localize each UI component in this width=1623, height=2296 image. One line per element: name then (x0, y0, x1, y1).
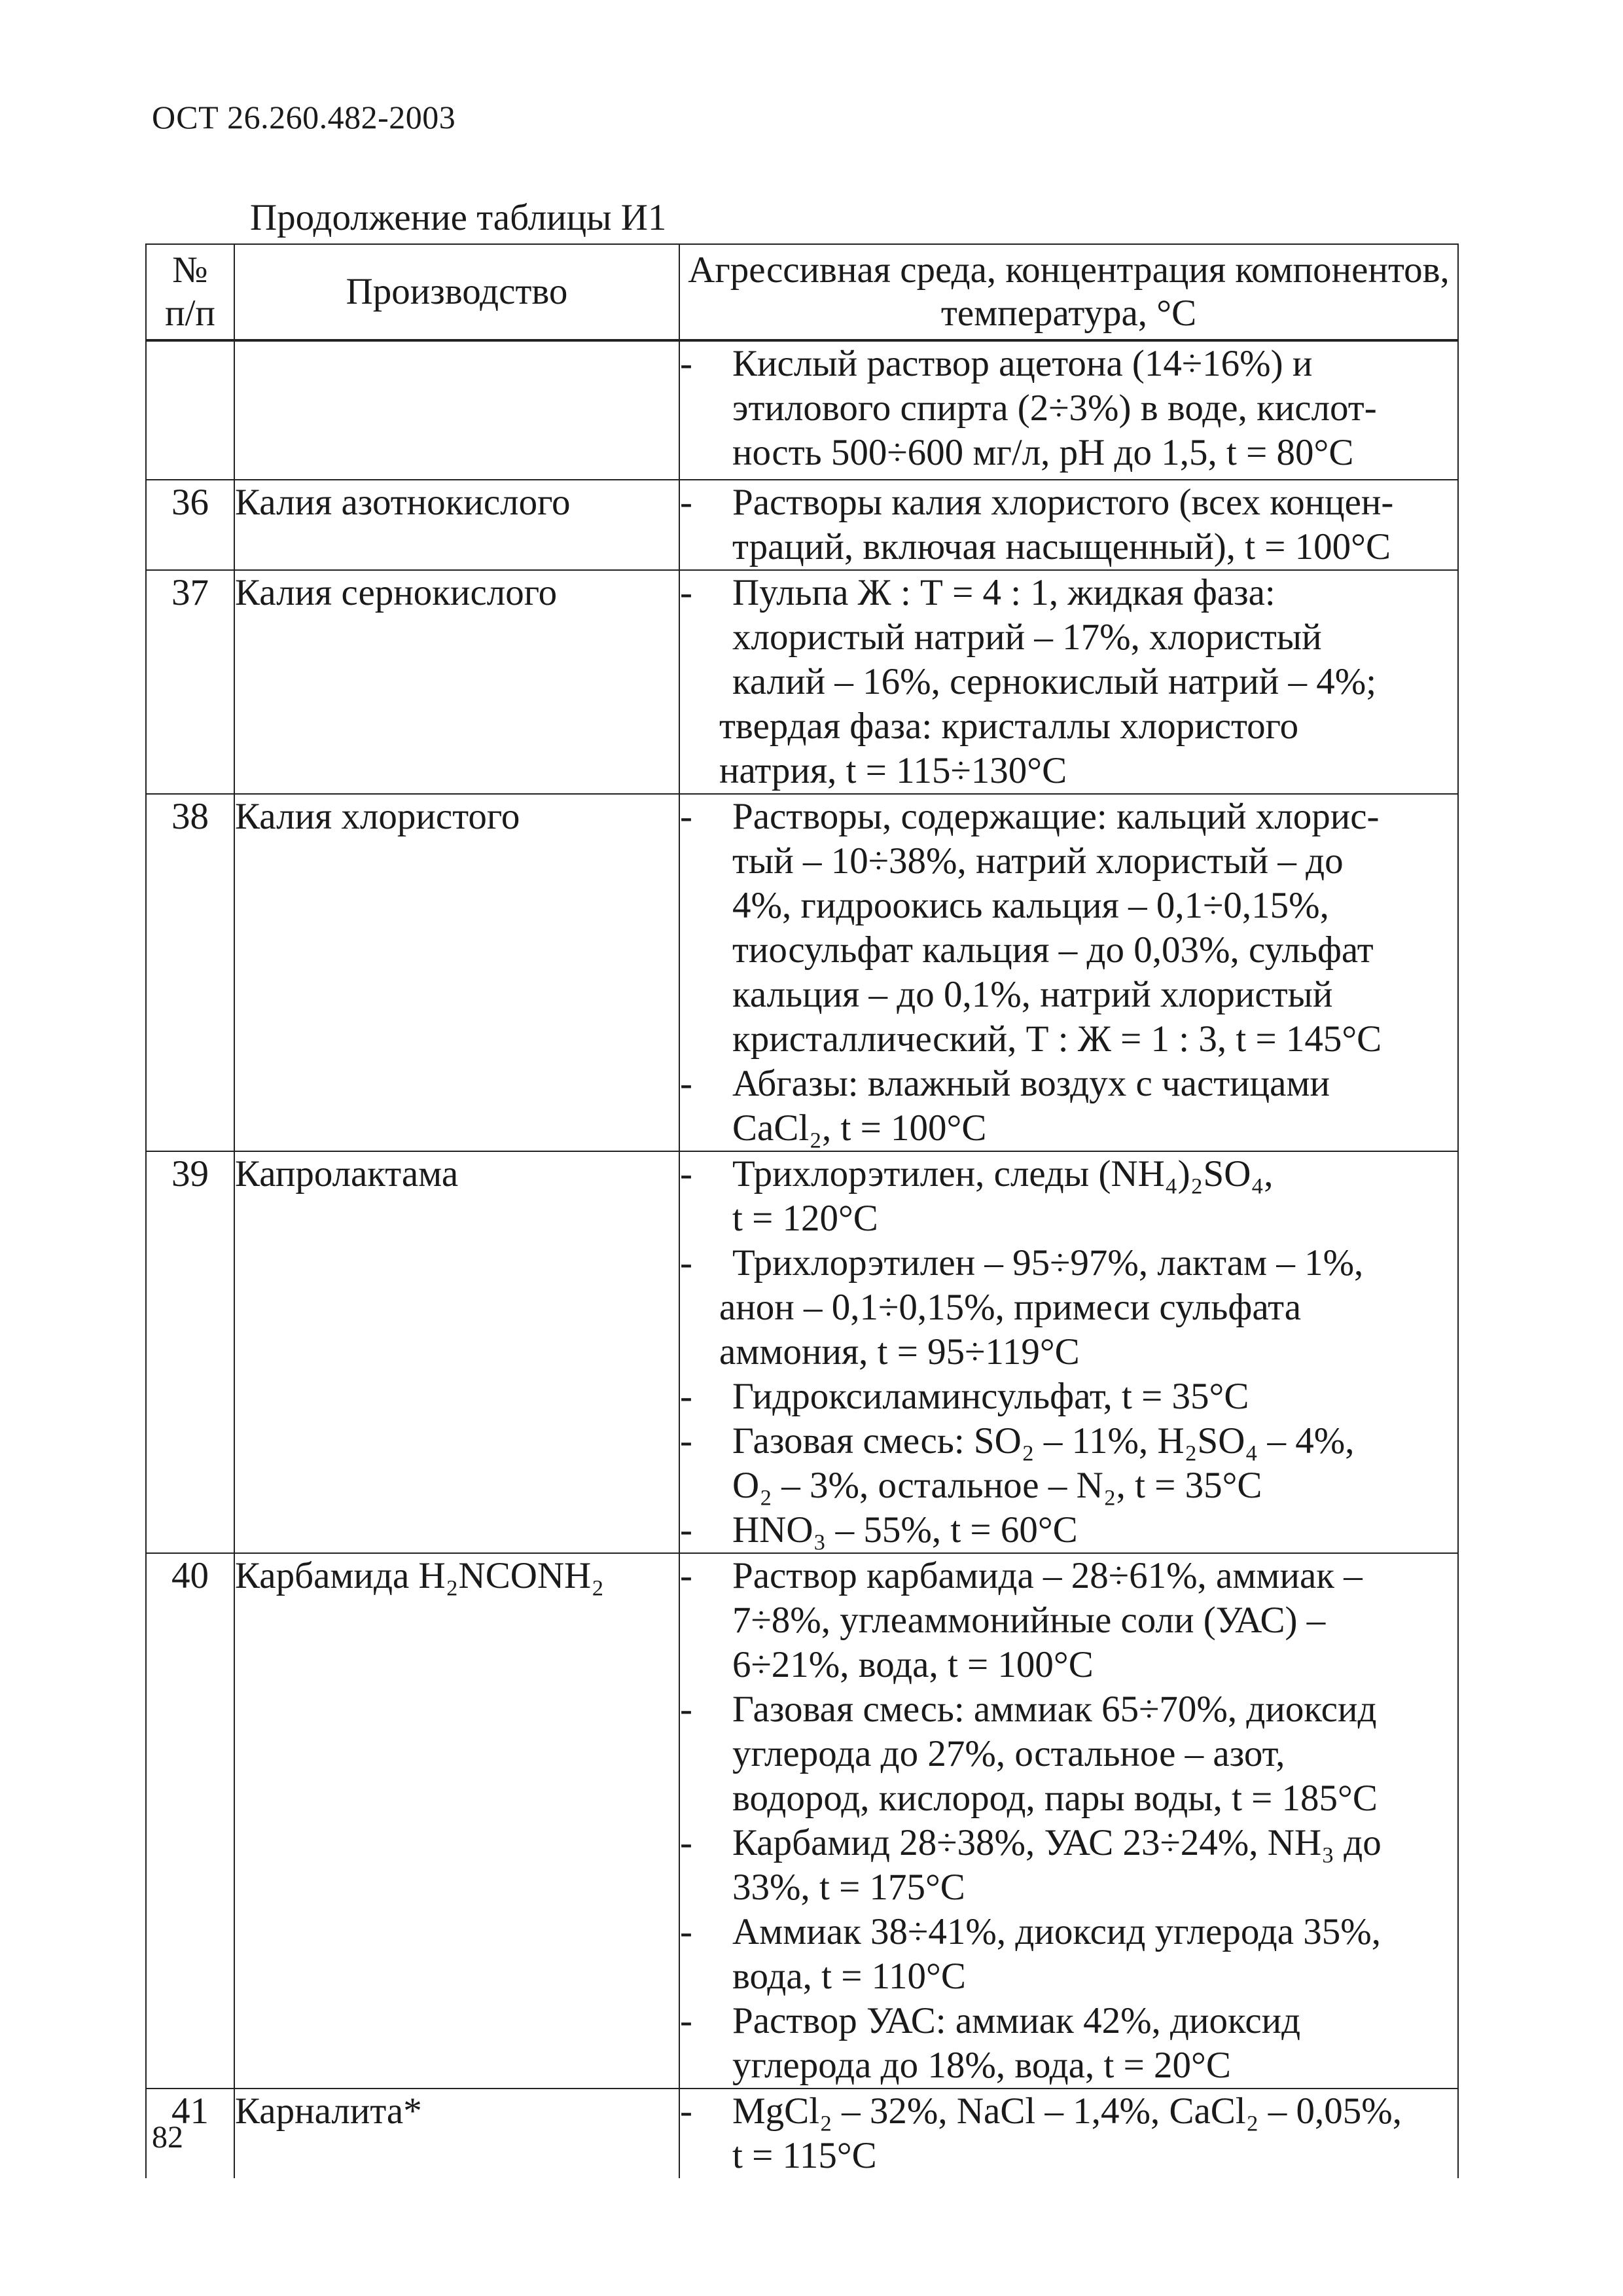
table-row (146, 340, 1458, 480)
table-row (146, 2089, 1458, 2178)
environment-line: Раствор УАС: аммиак 42%, диоксид (732, 2000, 1301, 2041)
list-dash-marker: - (680, 1420, 692, 1462)
environment-line: 7÷8%, углеаммонийные соли (УАС) – (732, 1600, 1326, 1641)
production-name: Капролактама (234, 1151, 679, 1553)
environment-item (680, 571, 1457, 793)
environment-line: Абгазы: влажный воздух с частицами (732, 1063, 1330, 1104)
environment-line: t = 120°С (732, 1198, 878, 1239)
environment-item (680, 342, 1457, 475)
environment-continuation-line: аммония, t = 95÷119°С (719, 1331, 1080, 1372)
environment-line: Трихлорэтилен – 95÷97%, лактам – 1%, (732, 1242, 1364, 1283)
environment-line: тый – 10÷38%, натрий хлористый – до (732, 840, 1344, 882)
environment-line: кристаллический, Т : Ж = 1 : 3, t = 145°С (732, 1018, 1382, 1060)
environment-cell (679, 340, 1458, 480)
table-caption: Продолжение таблицы И1 (250, 197, 667, 238)
environment-item (680, 1152, 1457, 1241)
environment-cell (679, 1553, 1458, 2089)
environment-line: этилового спирта (2÷3%) в воде, кислот- (732, 387, 1377, 429)
environment-line: t = 115°С (732, 2135, 877, 2176)
production-name (234, 340, 679, 480)
environment-line: Растворы, содержащие: кальций хлорис- (732, 796, 1380, 837)
environment-line: калий – 16%, сернокислый натрий – 4%; (732, 661, 1377, 702)
production-name: Калия азотнокислого (234, 480, 679, 570)
row-number: 37 (146, 570, 234, 794)
environment-continuation-line: натрия, t = 115÷130°С (719, 750, 1067, 791)
table-row (146, 480, 1458, 570)
environment-line: MgCl₂ – 32%, NaCl – 1,4%, CaCl₂ – 0,05%, (732, 2090, 1402, 2132)
environment-item (680, 1419, 1457, 1508)
environment-line: углерода до 18%, вода, t = 20°С (732, 2045, 1231, 2086)
environment-item (680, 1062, 1457, 1151)
column-header-num: № п/п (146, 244, 234, 340)
document-code: ОСТ 26.260.482-2003 (152, 99, 456, 135)
environment-line: HNO₃ – 55%, t = 60°С (732, 1509, 1078, 1551)
environment-cell (679, 480, 1458, 570)
environment-item (680, 1374, 1457, 1419)
list-dash-marker: - (680, 572, 692, 613)
environment-item (680, 480, 1457, 569)
table-row (146, 1151, 1458, 1553)
production-name: Калия сернокислого (234, 570, 679, 794)
environment-line: 4%, гидроокись кальция – 0,1÷0,15%, (732, 885, 1329, 926)
environment-line: Трихлорэтилен, следы (NH₄)₂SO₄, (732, 1153, 1274, 1194)
list-dash-marker: - (680, 2090, 692, 2132)
list-dash-marker: - (680, 1822, 692, 1863)
list-dash-marker: - (680, 796, 692, 837)
table-row (146, 1553, 1458, 2089)
environment-line: углерода до 27%, остальное – азот, (732, 1733, 1285, 1774)
environment-item (680, 1910, 1457, 1999)
list-dash-marker: - (680, 482, 692, 523)
environment-line: тиосульфат кальция – до 0,03%, сульфат (732, 929, 1374, 971)
table-row (146, 794, 1458, 1151)
environment-item (680, 1999, 1457, 2088)
environment-item (680, 1241, 1457, 1374)
column-header-environment: Агрессивная среда, концентрация компонентов, температура, °С (679, 244, 1458, 340)
list-dash-marker: - (680, 1063, 692, 1104)
environment-line: CaCl₂, t = 100°С (732, 1107, 987, 1149)
production-name: Калия хлористого (234, 794, 679, 1151)
environment-line: водород, кислород, пары воды, t = 185°С (732, 1778, 1378, 1819)
production-name: Карналита* (234, 2089, 679, 2178)
environment-line: Газовая смесь: SO₂ – 11%, H₂SO₄ – 4%, (732, 1420, 1355, 1462)
aggressive-media-table (145, 243, 1459, 2178)
environment-item (680, 1687, 1457, 1821)
list-dash-marker: - (680, 1376, 692, 1417)
environment-line: Растворы калия хлористого (всех концен- (732, 482, 1394, 523)
environment-item (680, 2089, 1457, 2178)
environment-line: Раствор карбамида – 28÷61%, аммиак – (732, 1555, 1363, 1596)
environment-cell (679, 2089, 1458, 2178)
environment-line: кальция – до 0,1%, натрий хлористый (732, 974, 1333, 1015)
list-dash-marker: - (680, 1242, 692, 1283)
table-header-row (146, 244, 1458, 340)
environment-line: Пульпа Ж : Т = 4 : 1, жидкая фаза: (732, 572, 1275, 613)
environment-line: траций, включая насыщенный), t = 100°С (732, 526, 1391, 567)
environment-cell (679, 1151, 1458, 1553)
environment-cell (679, 570, 1458, 794)
environment-continuation-line: анон – 0,1÷0,15%, примеси сульфата (719, 1287, 1302, 1328)
environment-line: 33%, t = 175°С (732, 1867, 965, 1908)
row-number: 40 (146, 1553, 234, 2089)
environment-continuation-line: твердая фаза: кристаллы хлористого (719, 706, 1299, 747)
table-row (146, 570, 1458, 794)
row-number: 39 (146, 1151, 234, 1553)
environment-line: Аммиак 38÷41%, диоксид углерода 35%, (732, 1911, 1382, 1952)
environment-item (680, 1508, 1457, 1552)
environment-line: Газовая смесь: аммиак 65÷70%, диоксид (732, 1689, 1377, 1730)
list-dash-marker: - (680, 343, 692, 384)
environment-item (680, 1821, 1457, 1910)
environment-item (680, 795, 1457, 1062)
environment-cell (679, 794, 1458, 1151)
column-header-production: Производство (234, 244, 679, 340)
production-name: Карбамида H₂NCONH₂ (234, 1553, 679, 2089)
list-dash-marker: - (680, 1555, 692, 1596)
list-dash-marker: - (680, 2000, 692, 2041)
list-dash-marker: - (680, 1153, 692, 1194)
list-dash-marker: - (680, 1911, 692, 1952)
environment-line: вода, t = 110°С (732, 1956, 966, 1997)
row-number: 36 (146, 480, 234, 570)
row-number: 41 (146, 2089, 234, 2178)
environment-line: 6÷21%, вода, t = 100°С (732, 1644, 1094, 1685)
row-number (146, 340, 234, 480)
row-number: 38 (146, 794, 234, 1151)
environment-item (680, 1554, 1457, 1687)
environment-line: Кислый раствор ацетона (14÷16%) и (732, 343, 1313, 384)
environment-line: ность 500÷600 мг/л, pH до 1,5, t = 80°С (732, 432, 1354, 473)
list-dash-marker: - (680, 1509, 692, 1551)
environment-line: хлористый натрий – 17%, хлористый (732, 617, 1322, 658)
table-body (146, 340, 1458, 2178)
list-dash-marker: - (680, 1689, 692, 1730)
page-number: 82 (152, 2120, 183, 2155)
environment-line: O₂ – 3%, остальное – N₂, t = 35°С (732, 1465, 1262, 1506)
environment-line: Карбамид 28÷38%, УАС 23÷24%, NH₃ до (732, 1822, 1382, 1863)
environment-line: Гидроксиламинсульфат, t = 35°С (732, 1376, 1249, 1417)
